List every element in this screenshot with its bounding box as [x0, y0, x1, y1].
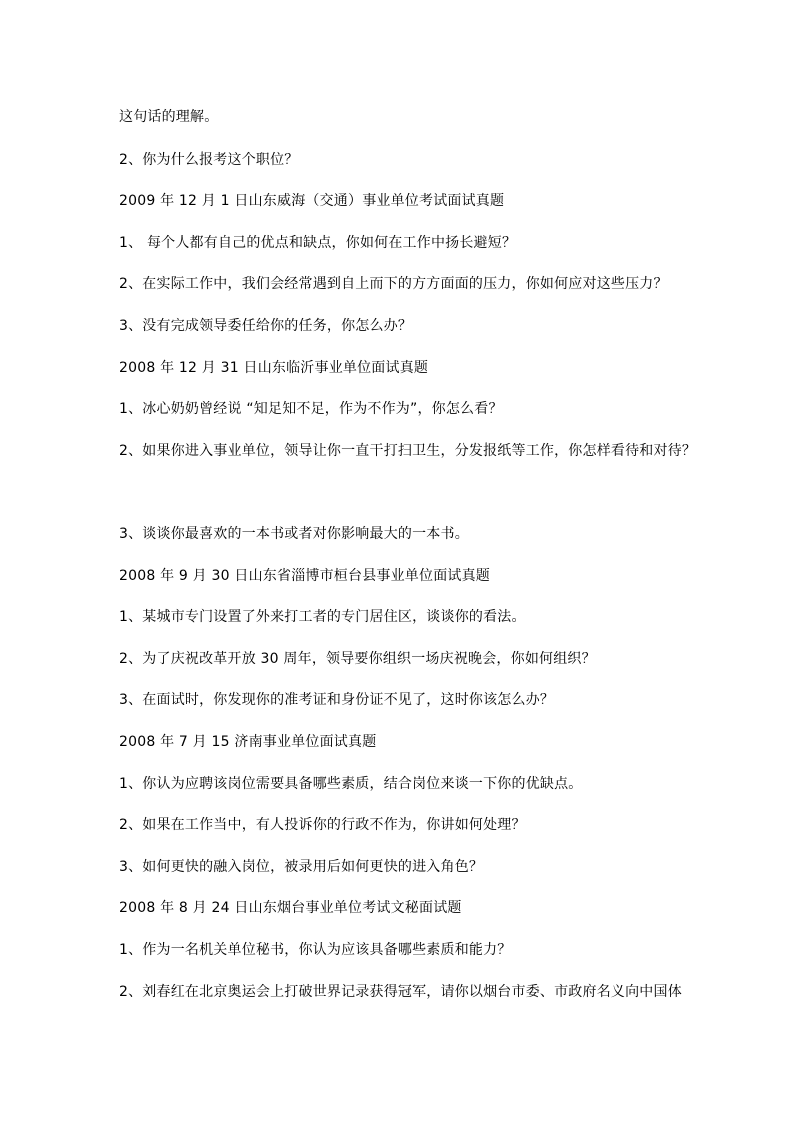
question-line: 2、为了庆祝改革开放 30 周年，领导要你组织一场庆祝晚会，你如何组织？	[119, 651, 596, 667]
question-line: 1、你认为应聘该岗位需要具备哪些素质，结合岗位来谈一下你的优缺点。	[119, 776, 583, 792]
section-heading: 2009 年 12 月 1 日山东威海（交通）事业单位考试面试真题	[119, 193, 505, 209]
section-heading: 2008 年 7 月 15 济南事业单位面试真题	[119, 734, 377, 750]
question-line: 2、你为什么报考这个职位？	[119, 152, 299, 168]
section-heading: 2008 年 9 月 30 日山东省淄博市桓台县事业单位面试真题	[119, 568, 491, 584]
question-line: 1、冰心奶奶曾经说 “知足知不足，作为不作为”，你怎么看？	[119, 401, 503, 417]
question-line: 1、作为一名机关单位秘书，你认为应该具备哪些素质和能力？	[119, 942, 512, 958]
question-line: 2、如果在工作当中，有人投诉你的行政不作为，你讲如何处理？	[119, 817, 526, 833]
question-line: 1、 每个人都有自己的优点和缺点，你如何在工作中扬长避短？	[119, 235, 517, 251]
question-line: 3、如何更快的融入岗位，被录用后如何更快的进入角色？	[119, 859, 484, 875]
question-line: 2、在实际工作中，我们会经常遇到自上而下的方方面面的压力，你如何应对这些压力？	[119, 276, 668, 292]
question-line: 2、如果你进入事业单位，领导让你一直干打扫卫生，分发报纸等工作，你怎样看待和对待？	[119, 443, 697, 459]
question-line: 3、谈谈你最喜欢的一本书或者对你影响最大的一本书。	[119, 526, 469, 542]
question-line: 3、没有完成领导委任给你的任务，你怎么办？	[119, 318, 413, 334]
text-line: 这句话的理解。	[119, 109, 219, 125]
question-line: 1、某城市专门设置了外来打工者的专门居住区，谈谈你的看法。	[119, 609, 526, 625]
question-line: 3、在面试时，你发现你的准考证和身份证不见了，这时你该怎么办？	[119, 692, 555, 708]
question-line: 2、刘春红在北京奥运会上打破世界记录获得冠军，请你以烟台市委、市政府名义向中国体	[119, 984, 682, 1000]
section-heading: 2008 年 8 月 24 日山东烟台事业单位考试文秘面试题	[119, 900, 462, 916]
section-heading: 2008 年 12 月 31 日山东临沂事业单位面试真题	[119, 360, 429, 376]
